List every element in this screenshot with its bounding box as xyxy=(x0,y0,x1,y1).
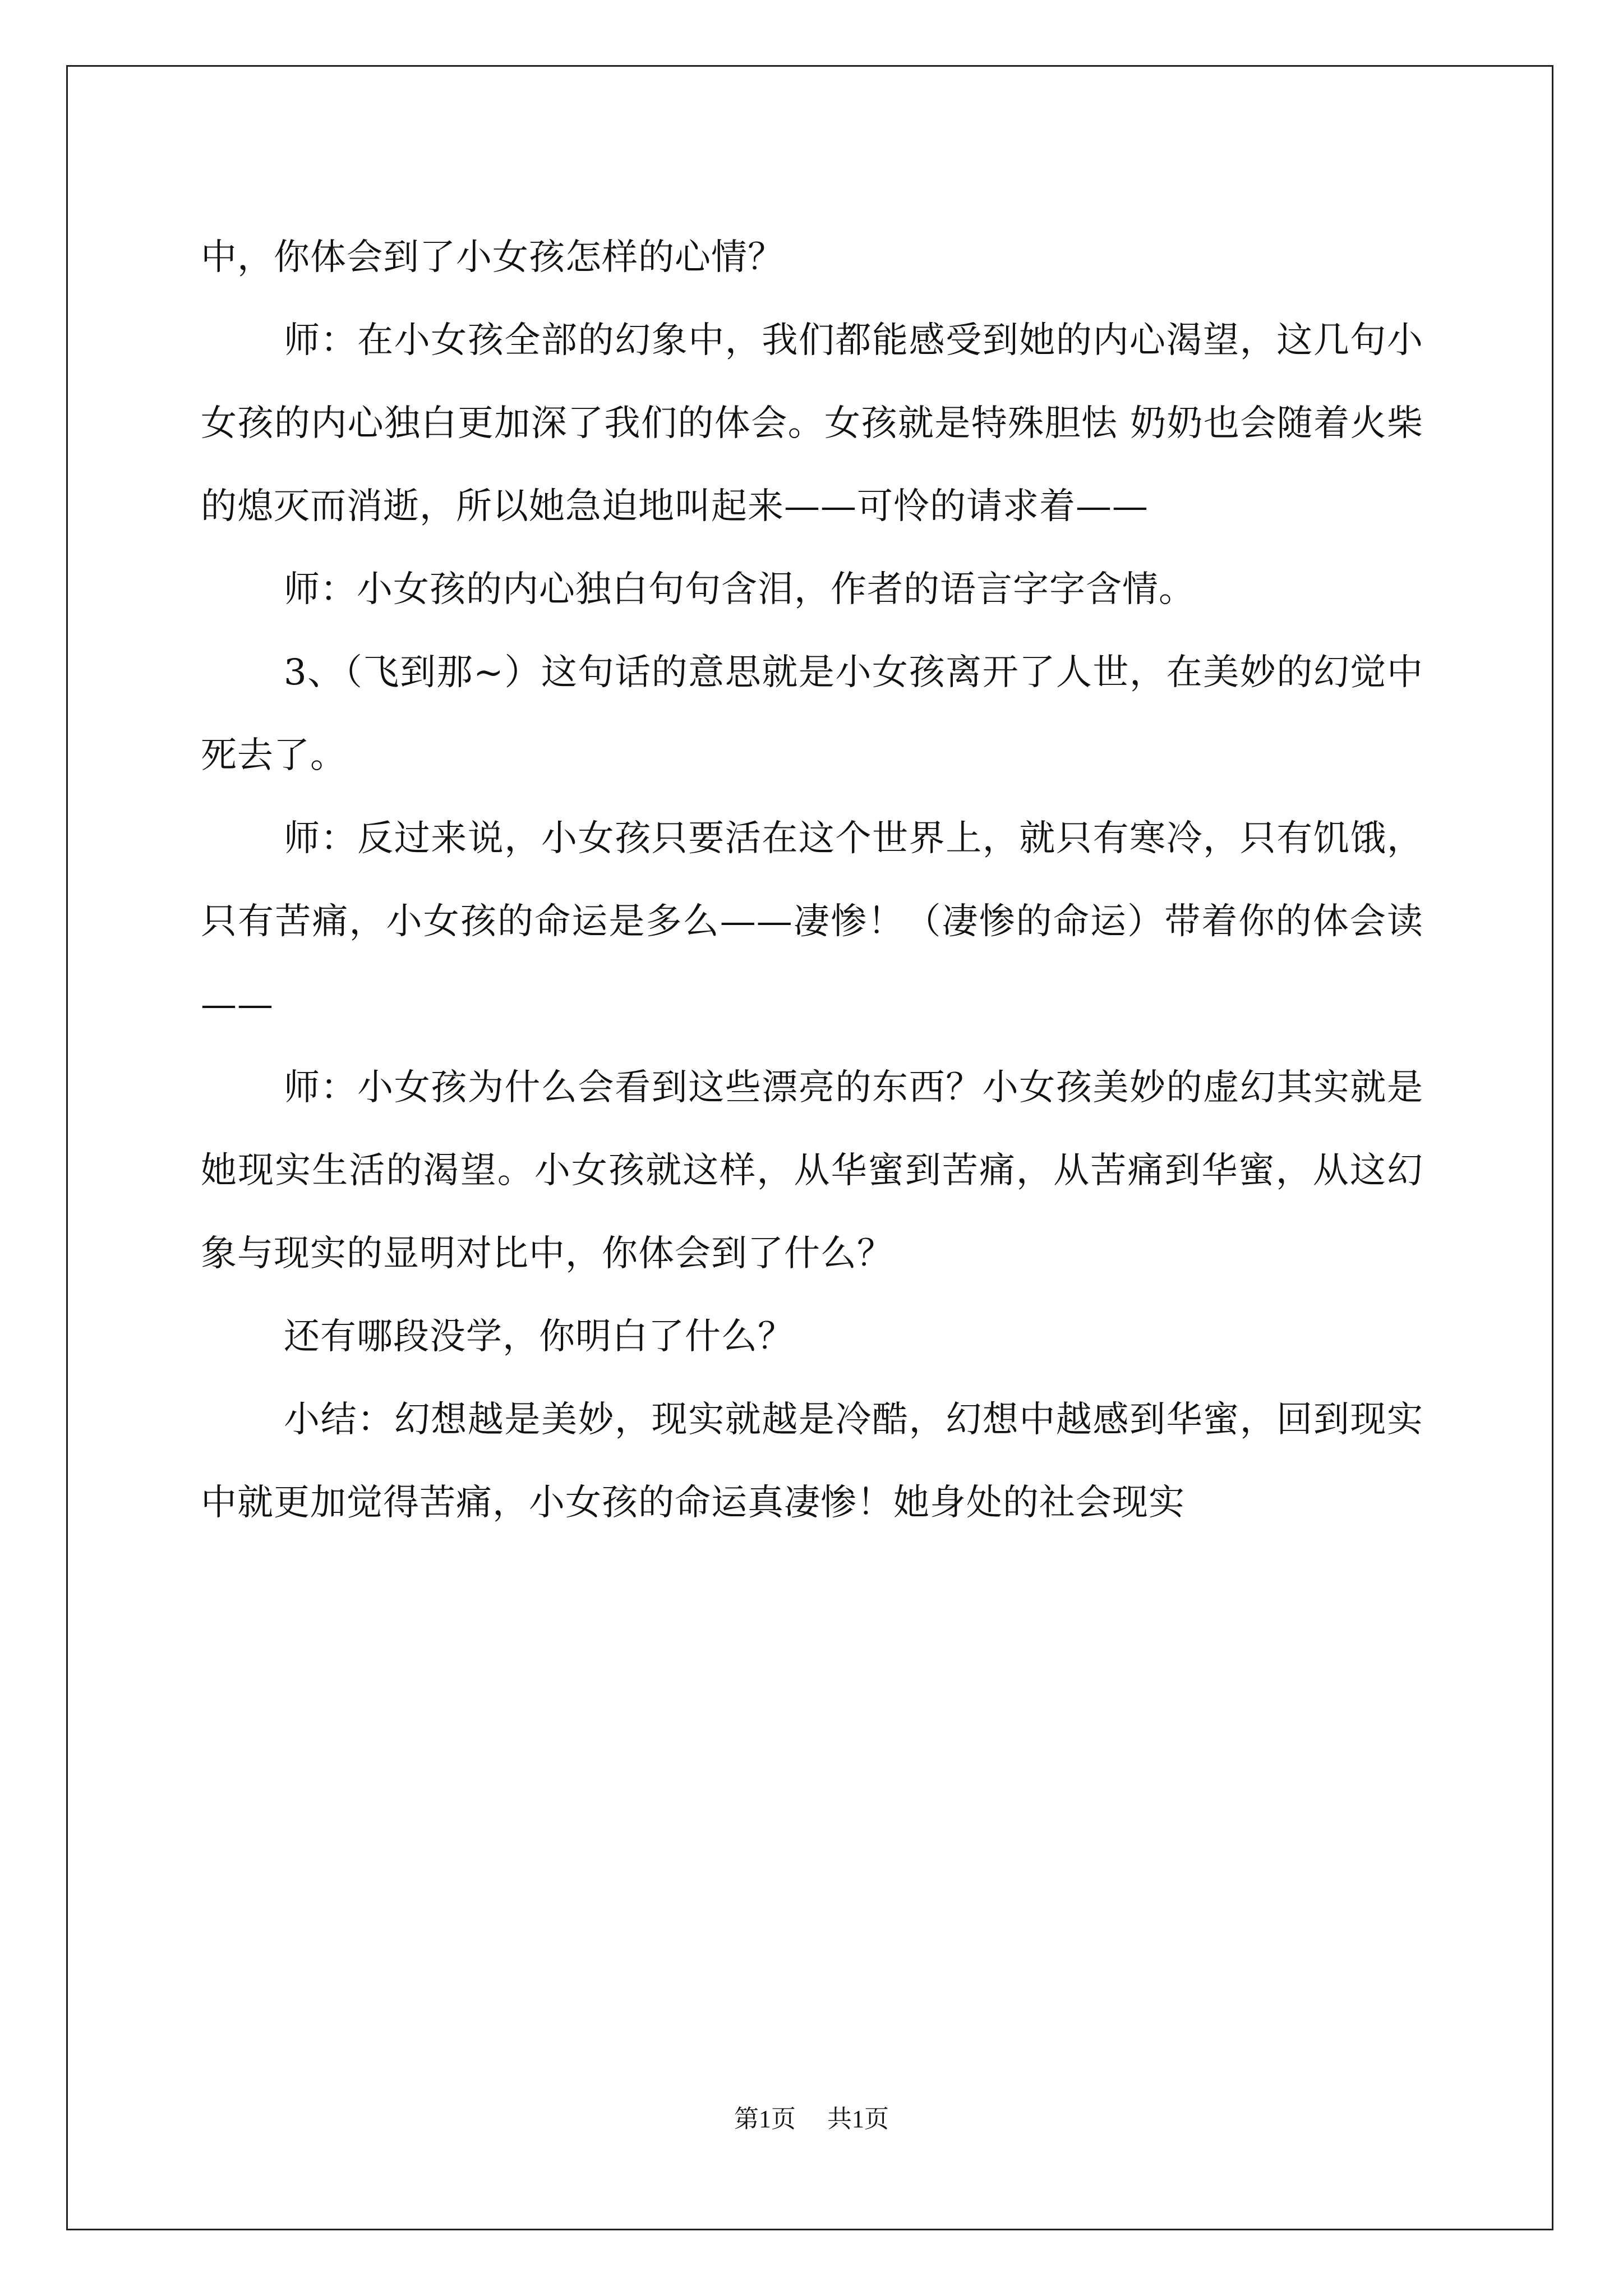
paragraph-4: 3、（飞到那~）这句话的意思就是小女孩离开了人世，在美妙的幻觉中死去了。 xyxy=(201,652,1423,776)
paragraph-3: 师：小女孩的内心独白句句含泪，作者的语言字字含情。 xyxy=(284,569,1195,610)
paragraph-6: 师：小女孩为什么会看到这些漂亮的东西？小女孩美妙的虚幻其实就是她现实生活的渴望。小女孩就这样，从华蜜到苦痛，从苦痛到华蜜，从这幻象与现实的显明对比中，你体会到了什么？ xyxy=(201,1067,1423,1274)
total-pages: 共1页 xyxy=(827,2105,889,2133)
paragraph-2: 师：在小女孩全部的幻象中，我们都能感受到她的内心渴望，这几句小女孩的内心独白更加深了我们的体会。女孩就是特殊胆怯 奶奶也会随着火柴的熄灭而消逝，所以她急迫地叫起来——可怜的请求着—— xyxy=(201,320,1423,527)
page-number: 第1页 xyxy=(734,2105,796,2133)
paragraph-5: 师：反过来说，小女孩只要活在这个世界上，就只有寒冷，只有饥饿，只有苦痛，小女孩的命运是多么——凄惨！（凄惨的命运）带着你的体会读—— xyxy=(201,818,1423,1025)
page-footer xyxy=(0,2102,1623,2136)
document-body xyxy=(201,216,1423,1544)
paragraph-8: 小结：幻想越是美妙，现实就越是冷酷，幻想中越感到华蜜，回到现实中就更加觉得苦痛，小女孩的命运真凄惨！她身处的社会现实 xyxy=(201,1399,1423,1524)
paragraph-1: 中，你体会到了小女孩怎样的心情？ xyxy=(201,237,784,278)
paragraph-7: 还有哪段没学，你明白了什么？ xyxy=(284,1316,794,1358)
